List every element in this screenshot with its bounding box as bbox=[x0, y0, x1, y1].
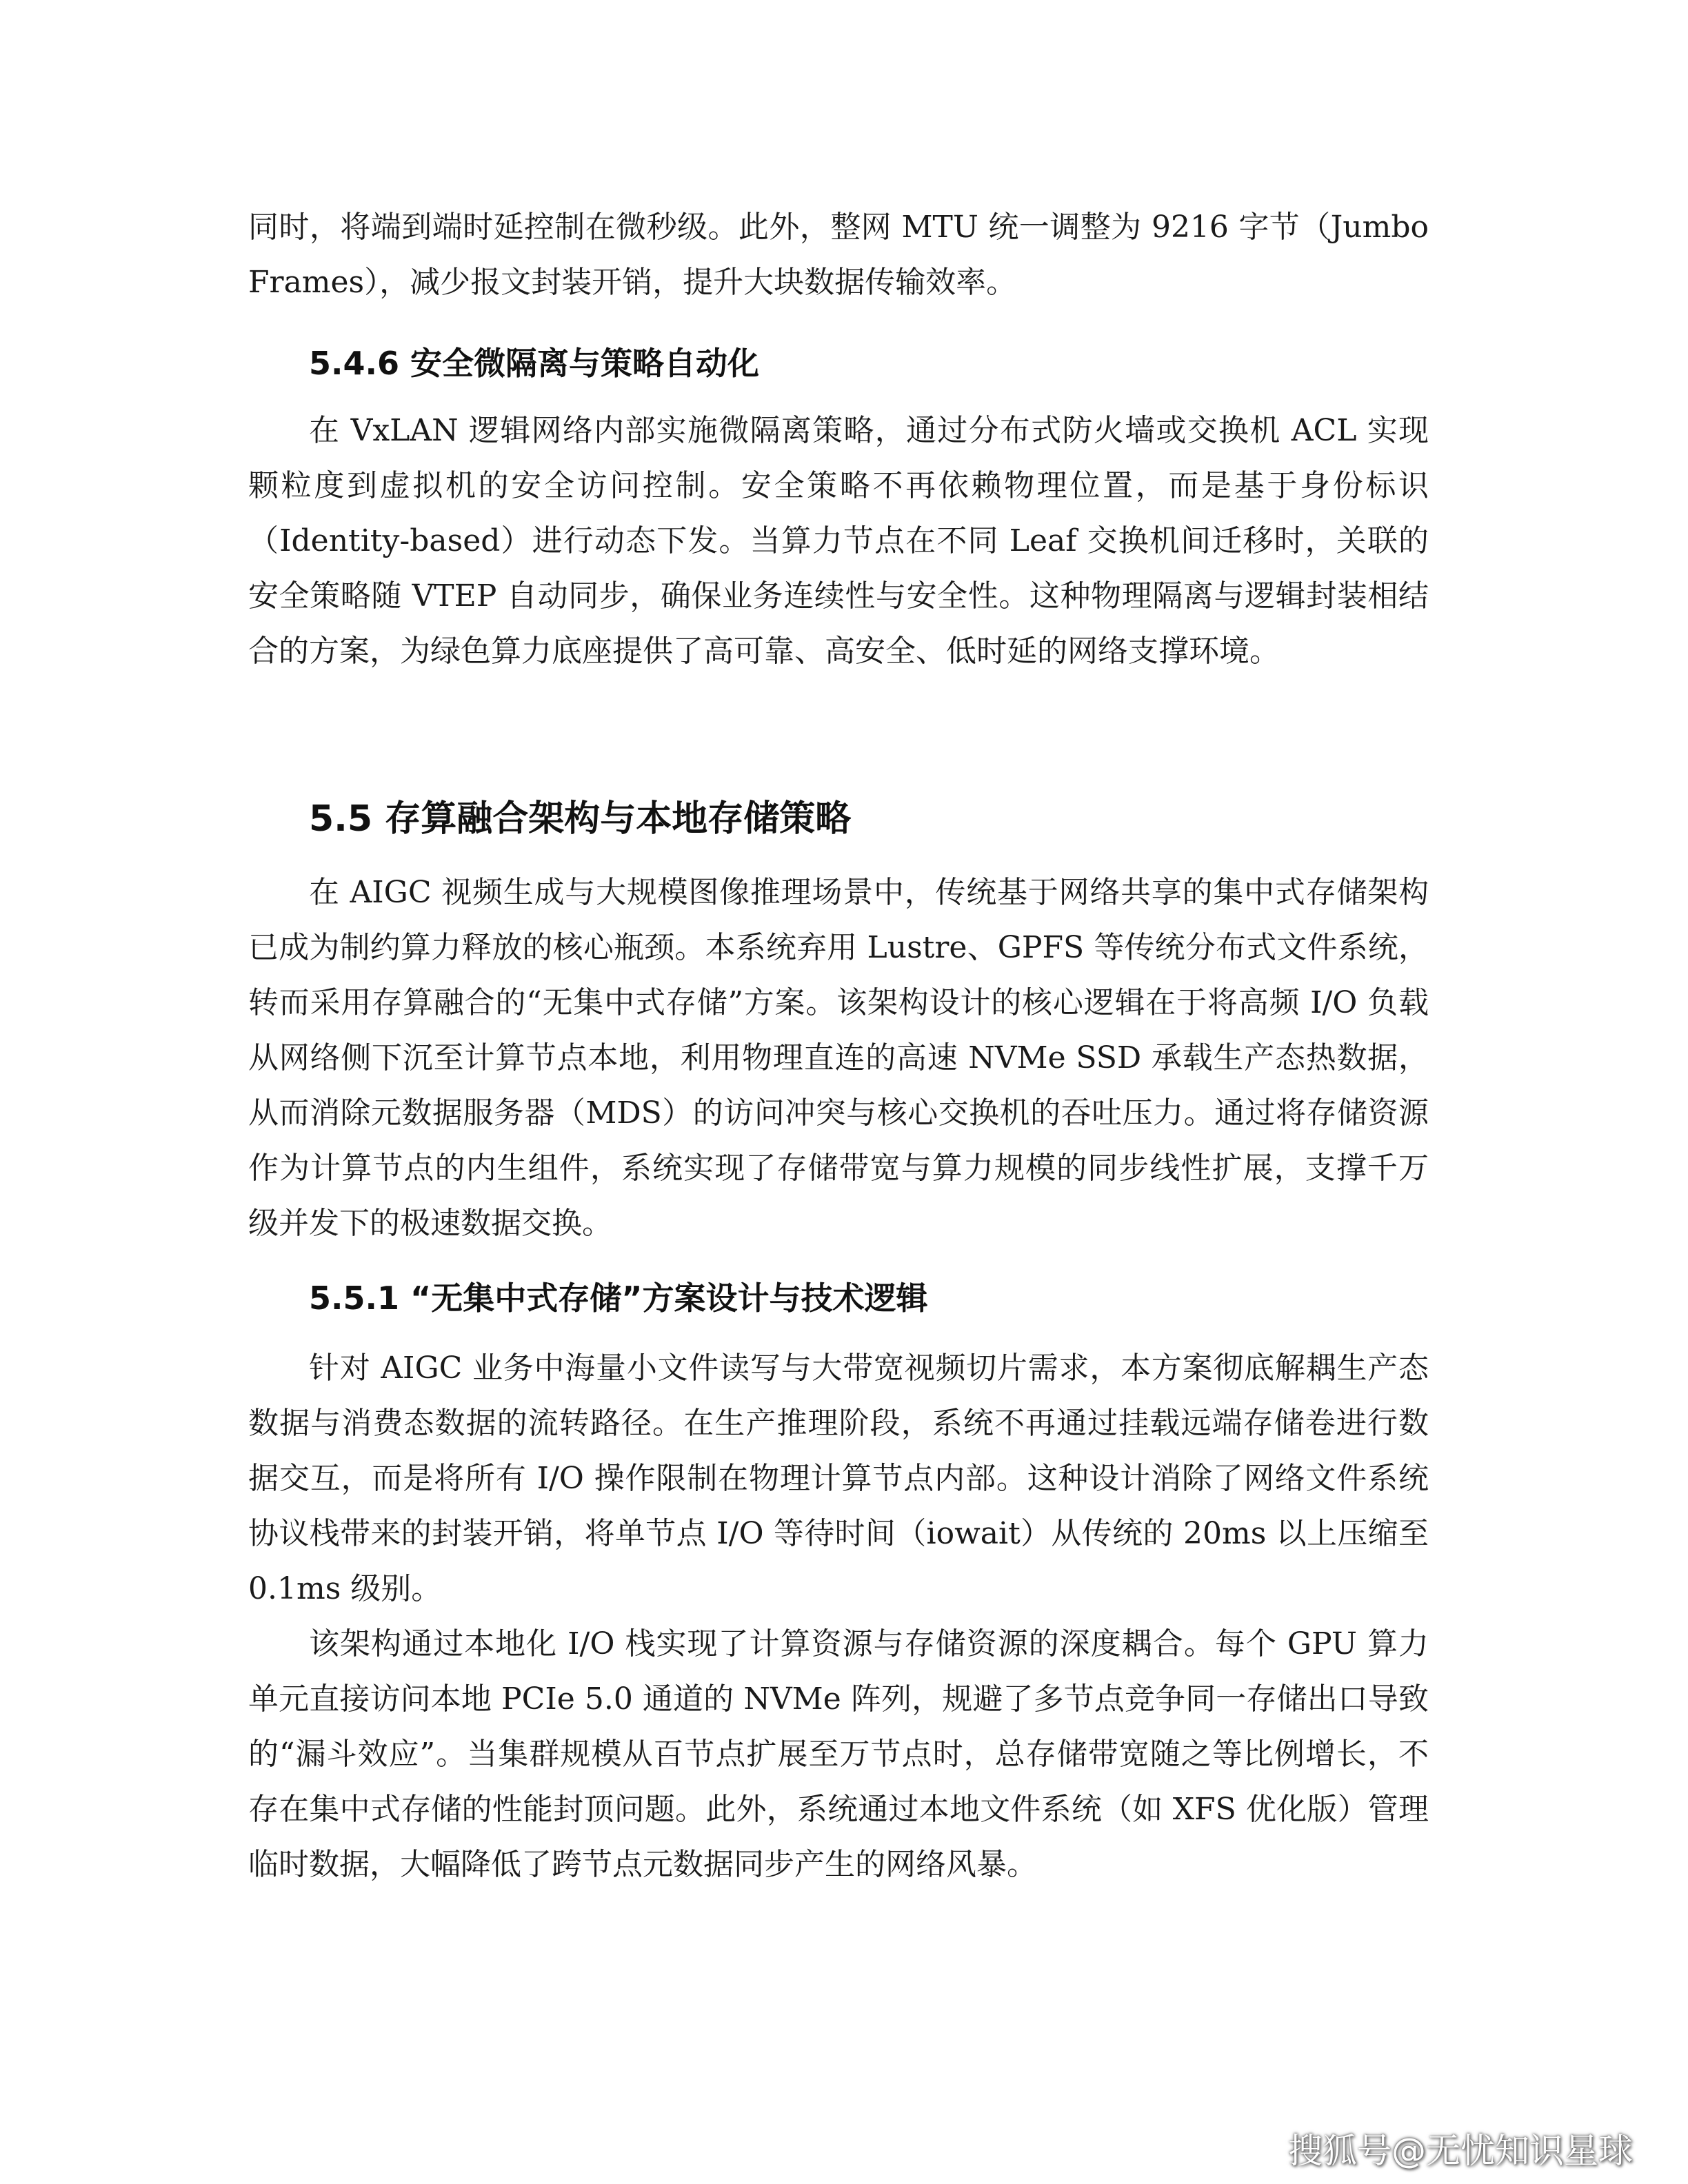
paragraph-io-localization: 针对 AIGC 业务中海量小文件读写与大带宽视频切片需求，本方案彻底解耦生产态数据与消费态数据的流转路径。在生产推理阶段，系统不再通过挂载远端存储卷进行数据交互，而是将所有 I/O 操作限制在物理计算节点内部。这种设计消除了网络文件系统协议栈带来的封装开销，将单节点 I/O 等待时间（iowait）从传统的 20ms 以上压缩至 0.1ms 级别。 bbox=[248, 1351, 1429, 1606]
section-heading-5-4-6: 5.4.6 安全微隔离与策略自动化 bbox=[309, 345, 759, 382]
section-heading-5-5-1: 5.5.1 “无集中式存储”方案设计与技术逻辑 bbox=[309, 1280, 928, 1317]
sohu-watermark: 搜狐号@无忧知识星球 bbox=[1288, 2131, 1633, 2171]
section-heading-5-5: 5.5 存算融合架构与本地存储策略 bbox=[309, 798, 852, 840]
paragraph-micro-segmentation: 在 VxLAN 逻辑网络内部实施微隔离策略，通过分布式防火墙或交换机 ACL 实现颗粒度到虚拟机的安全访问控制。安全策略不再依赖物理位置，而是基于身份标识（Identity-based）进行动态下发。当算力节点在不同 Leaf 交换机间迁移时，关联的安全策略随 VTEP 自动同步，确保业务连续性与安全性。这种物理隔离与逻辑封装相结合的方案，为绿色算力底座提供了高可靠、高安全、低时延的网络支撑环境。 bbox=[248, 413, 1429, 669]
paragraph-mtu-continuation: 同时，将端到端时延控制在微秒级。此外，整网 MTU 统一调整为 9216 字节（Jumbo Frames），减少报文封装开销，提升大块数据传输效率。 bbox=[248, 210, 1429, 300]
paragraph-storage-compute-fusion: 在 AIGC 视频生成与大规模图像推理场景中，传统基于网络共享的集中式存储架构已成为制约算力释放的核心瓶颈。本系统弃用 Lustre、GPFS 等传统分布式文件系统，转而采用存算融合的“无集中式存储”方案。该架构设计的核心逻辑在于将高频 I/O 负载从网络侧下沉至计算节点本地，利用物理直连的高速 NVMe SSD 承载生产态热数据，从而消除元数据服务器（MDS）的访问冲突与核心交换机的吞吐压力。通过将存储资源作为计算节点的内生组件，系统实现了存储带宽与算力规模的同步线性扩展，支撑千万级并发下的极速数据交换。 bbox=[248, 875, 1429, 1241]
paragraph-local-io-stack: 该架构通过本地化 I/O 栈实现了计算资源与存储资源的深度耦合。每个 GPU 算力单元直接访问本地 PCIe 5.0 通道的 NVMe 阵列，规避了多节点竞争同一存储出口导致的“漏斗效应”。当集群规模从百节点扩展至万节点时，总存储带宽随之等比例增长，不存在集中式存储的性能封顶问题。此外，系统通过本地文件系统（如 XFS 优化版）管理临时数据，大幅降低了跨节点元数据同步产生的网络风暴。 bbox=[248, 1626, 1429, 1882]
